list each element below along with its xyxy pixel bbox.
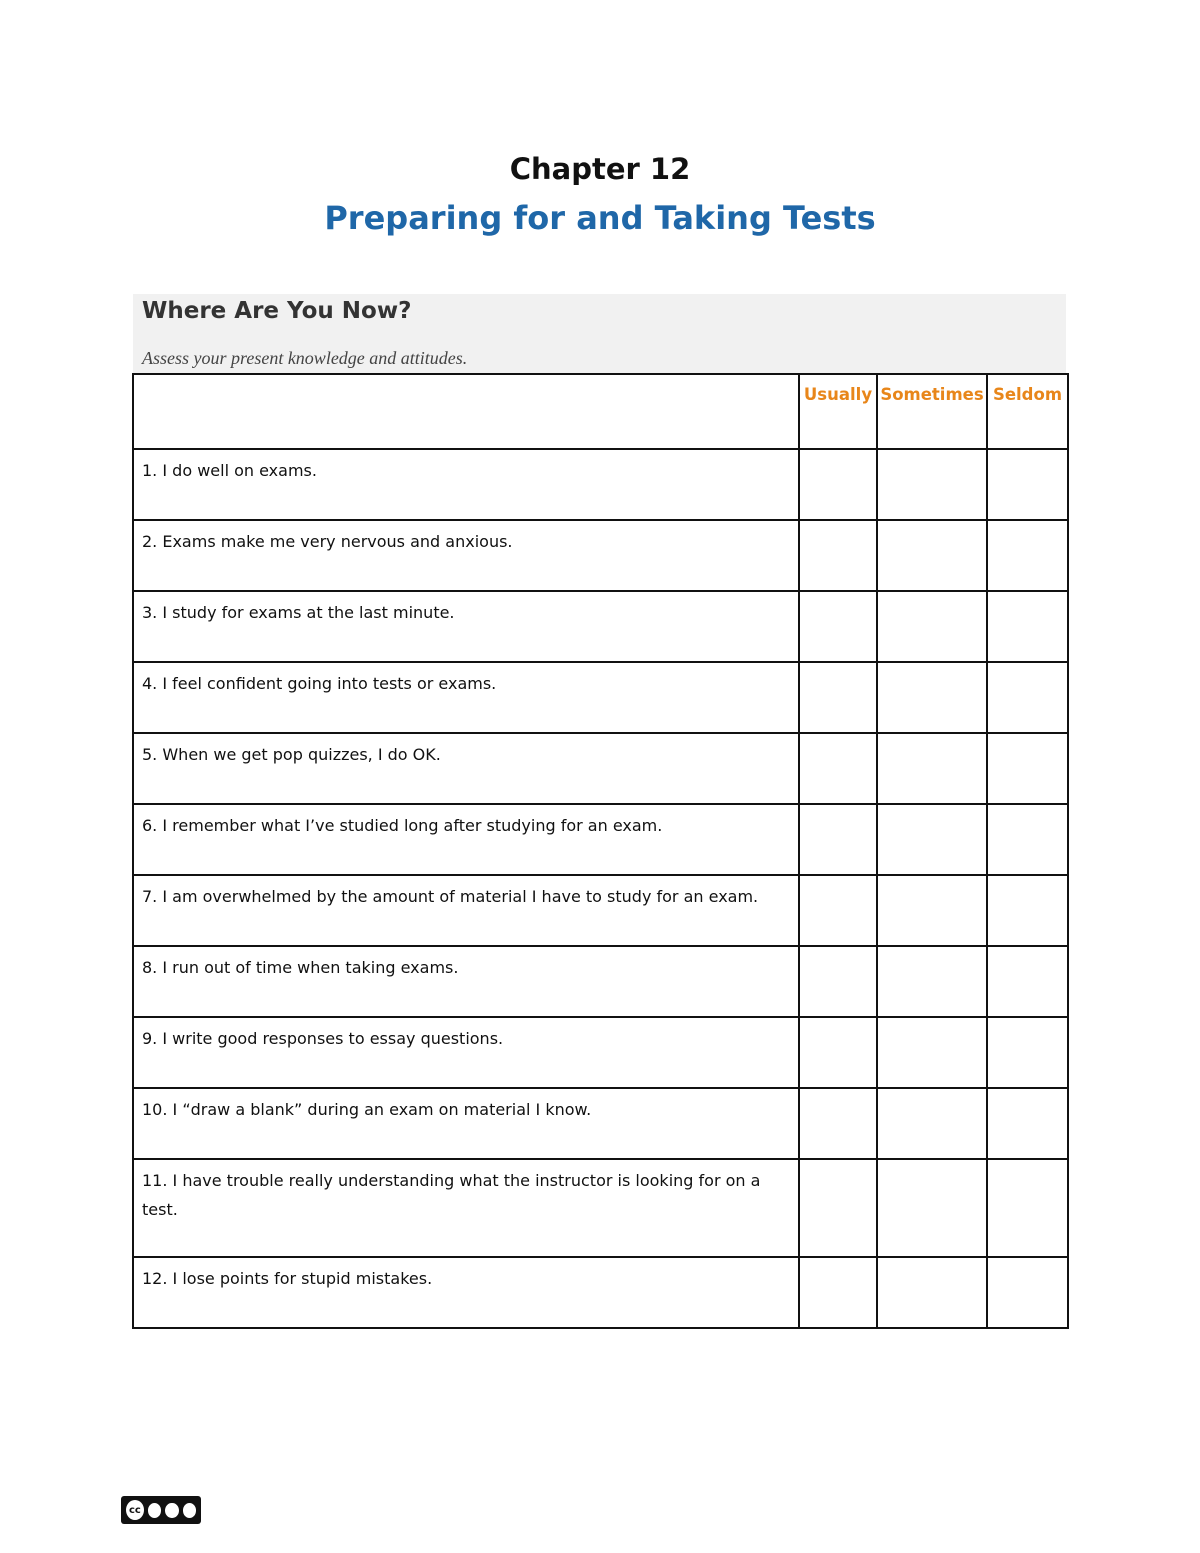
statement-cell: 10. I “draw a blank” during an exam on material I know.: [133, 1088, 799, 1159]
section-subheading: Assess your present knowledge and attitudes.: [142, 348, 468, 368]
table-row: [133, 1017, 1068, 1088]
answer-cell-sometimes[interactable]: [877, 875, 987, 946]
answer-cell-seldom[interactable]: [987, 875, 1068, 946]
answer-cell-usually[interactable]: [799, 733, 877, 804]
answer-cell-usually[interactable]: [799, 1257, 877, 1328]
section-heading: Where Are You Now?: [142, 298, 412, 324]
statement-cell: 7. I am overwhelmed by the amount of material I have to study for an exam.: [133, 875, 799, 946]
section-header-panel: [133, 294, 1066, 374]
cc-text: cc: [124, 1498, 146, 1522]
creative-commons-license-icon: [121, 1496, 201, 1524]
statement-cell: 12. I lose points for stupid mistakes.: [133, 1257, 799, 1328]
answer-cell-sometimes[interactable]: [877, 1257, 987, 1328]
column-header-seldom: Seldom: [987, 374, 1068, 449]
answer-cell-sometimes[interactable]: [877, 662, 987, 733]
self-assessment-table: [132, 373, 1069, 1329]
answer-cell-seldom[interactable]: [987, 733, 1068, 804]
table-row: [133, 520, 1068, 591]
statement-cell: 5. When we get pop quizzes, I do OK.: [133, 733, 799, 804]
statement-cell: 8. I run out of time when taking exams.: [133, 946, 799, 1017]
answer-cell-sometimes[interactable]: [877, 804, 987, 875]
page-title: Preparing for and Taking Tests: [324, 199, 876, 237]
statement-cell: 1. I do well on exams.: [133, 449, 799, 520]
answer-cell-seldom[interactable]: [987, 1017, 1068, 1088]
answer-cell-usually[interactable]: [799, 591, 877, 662]
table-row: [133, 591, 1068, 662]
chapter-label: Chapter 12: [509, 152, 691, 186]
answer-cell-seldom[interactable]: [987, 1088, 1068, 1159]
answer-cell-sometimes[interactable]: [877, 733, 987, 804]
statement-cell: 9. I write good responses to essay questions.: [133, 1017, 799, 1088]
answer-cell-sometimes[interactable]: [877, 1088, 987, 1159]
attribution-icon: [146, 1501, 163, 1520]
answer-cell-sometimes[interactable]: [877, 591, 987, 662]
table-row: [133, 875, 1068, 946]
statement-cell: 11. I have trouble really understanding what the instructor is looking for on a test.: [133, 1159, 799, 1257]
answer-cell-seldom[interactable]: [987, 1159, 1068, 1257]
answer-cell-seldom[interactable]: [987, 1257, 1068, 1328]
answer-cell-usually[interactable]: [799, 1017, 877, 1088]
answer-cell-usually[interactable]: [799, 662, 877, 733]
table-row: [133, 1088, 1068, 1159]
table-row: [133, 1159, 1068, 1257]
answer-cell-sometimes[interactable]: [877, 1017, 987, 1088]
statement-cell: 6. I remember what I’ve studied long after studying for an exam.: [133, 804, 799, 875]
answer-cell-usually[interactable]: [799, 804, 877, 875]
sharealike-icon: [181, 1501, 198, 1520]
column-header-sometimes: Sometimes: [877, 374, 987, 449]
answer-cell-sometimes[interactable]: [877, 520, 987, 591]
statement-cell: 4. I feel confident going into tests or exams.: [133, 662, 799, 733]
answer-cell-usually[interactable]: [799, 875, 877, 946]
column-header-usually: Usually: [799, 374, 877, 449]
answer-cell-seldom[interactable]: [987, 946, 1068, 1017]
table-row: [133, 449, 1068, 520]
answer-cell-sometimes[interactable]: [877, 946, 987, 1017]
answer-cell-usually[interactable]: [799, 1159, 877, 1257]
answer-cell-seldom[interactable]: [987, 591, 1068, 662]
answer-cell-sometimes[interactable]: [877, 449, 987, 520]
answer-cell-seldom[interactable]: [987, 520, 1068, 591]
table-row: [133, 733, 1068, 804]
answer-cell-usually[interactable]: [799, 449, 877, 520]
table-row: [133, 1257, 1068, 1328]
table-row: [133, 662, 1068, 733]
noncommercial-icon: [163, 1501, 180, 1520]
answer-cell-seldom[interactable]: [987, 449, 1068, 520]
answer-cell-usually[interactable]: [799, 1088, 877, 1159]
answer-cell-usually[interactable]: [799, 520, 877, 591]
table-header-row: [133, 374, 1068, 449]
answer-cell-sometimes[interactable]: [877, 1159, 987, 1257]
table-row: [133, 946, 1068, 1017]
table-row: [133, 804, 1068, 875]
statement-cell: 2. Exams make me very nervous and anxious.: [133, 520, 799, 591]
answer-cell-usually[interactable]: [799, 946, 877, 1017]
answer-cell-seldom[interactable]: [987, 804, 1068, 875]
statement-cell: 3. I study for exams at the last minute.: [133, 591, 799, 662]
answer-cell-seldom[interactable]: [987, 662, 1068, 733]
header-blank-cell: [133, 374, 799, 449]
